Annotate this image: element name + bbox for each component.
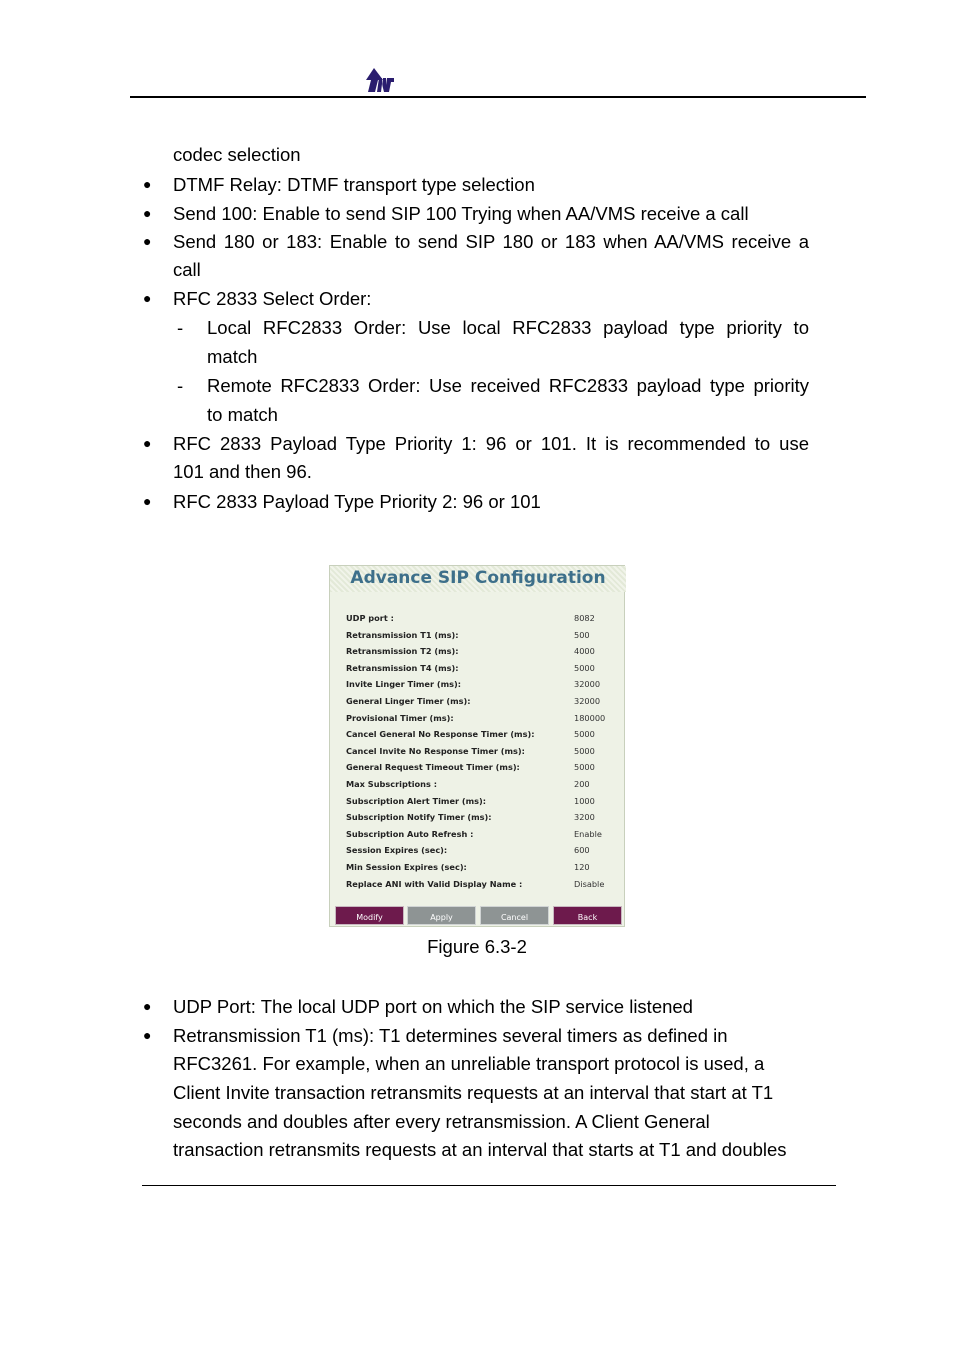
row-label: Cancel Invite No Response Timer (ms): [346, 745, 525, 756]
bullet-priority-1-cont: 101 and then 96. [173, 461, 312, 482]
dash-marker: - [177, 317, 184, 338]
bullet-icon: ● [143, 233, 152, 249]
bullet-icon: ● [143, 176, 152, 192]
footer-rule [142, 1185, 836, 1186]
row-label: General Request Timeout Timer (ms): [346, 762, 520, 773]
row-value: 4000 [574, 646, 595, 657]
bullet-send-180-cont: call [173, 259, 201, 280]
config-row [346, 693, 622, 710]
bullet-icon: ● [143, 493, 152, 509]
row-label: Min Session Expires (sec): [346, 861, 467, 872]
config-row [346, 643, 622, 660]
advance-sip-config-screenshot [329, 565, 625, 927]
config-rows [346, 610, 622, 892]
config-row [346, 876, 622, 893]
bullet-icon: ● [143, 998, 152, 1014]
row-label: Retransmission T2 (ms): [346, 646, 459, 657]
text-line: RFC3261. For example, when an unreliable transport protocol is used, a [173, 1053, 765, 1074]
back-button[interactable]: Back [553, 906, 622, 925]
row-value: 180000 [574, 712, 606, 723]
row-label: Retransmission T4 (ms): [346, 662, 459, 673]
bullet-send-180: Send 180 or 183: Enable to send SIP 180 or 183 when AA/VMS receive a [173, 231, 809, 252]
text-line: Client Invite transaction retransmits requests at an interval that start at T1 [173, 1082, 774, 1103]
row-label: Max Subscriptions : [346, 778, 437, 789]
sub-item-remote-order: Remote RFC2833 Order: Use received RFC2833 payload type priority [207, 375, 809, 396]
row-value: 32000 [574, 679, 601, 690]
panel-title: Advance SIP Configuration [330, 566, 626, 592]
row-label: Cancel General No Response Timer (ms): [346, 729, 535, 740]
sub-item-remote-order-cont: to match [207, 404, 278, 425]
text-line: transaction retransmits requests at an interval that starts at T1 and doubles [173, 1139, 787, 1160]
row-value: 3200 [574, 812, 595, 823]
company-logo-icon [364, 66, 396, 94]
bullet-retransmission-t1: Retransmission T1 (ms): T1 determines several timers as defined in [173, 1025, 728, 1046]
row-label: Replace ANI with Valid Display Name : [346, 878, 523, 889]
bullet-icon: ● [143, 290, 152, 306]
text-line: seconds and doubles after every retransmission. A Client General [173, 1111, 710, 1132]
bullet-icon: ● [143, 205, 152, 221]
bullet-icon: ● [143, 1027, 152, 1043]
sub-item-local-order: Local RFC2833 Order: Use local RFC2833 payload type priority to [207, 317, 809, 338]
config-row [346, 759, 622, 776]
row-value: 600 [574, 845, 590, 856]
row-value: 8082 [574, 613, 595, 623]
row-value: 5000 [574, 662, 595, 673]
row-value: 32000 [574, 695, 601, 706]
row-label: Subscription Alert Timer (ms): [346, 795, 487, 806]
row-label: Session Expires (sec): [346, 845, 448, 856]
row-label: Provisional Timer (ms): [346, 712, 454, 723]
config-row [346, 610, 622, 627]
row-value: Enable [574, 828, 602, 839]
row-value: 5000 [574, 762, 595, 773]
bullet-icon: ● [143, 435, 152, 451]
row-value: 500 [574, 629, 590, 640]
config-row [346, 826, 622, 843]
button-bar [335, 906, 623, 926]
config-row [346, 793, 622, 810]
config-row [346, 627, 622, 644]
row-label: Subscription Notify Timer (ms): [346, 812, 492, 823]
row-label: Invite Linger Timer (ms): [346, 679, 462, 690]
bullet-udp-port: UDP Port: The local UDP port on which the SIP service listened [173, 996, 693, 1017]
config-row [346, 726, 622, 743]
bullet-priority-2: RFC 2833 Payload Type Priority 2: 96 or 101 [173, 491, 541, 512]
row-label: UDP port : [346, 613, 394, 623]
bullet-rfc2833-order: RFC 2833 Select Order: [173, 288, 372, 309]
config-row [346, 842, 622, 859]
row-label: General Linger Timer (ms): [346, 695, 471, 706]
figure-caption: Figure 6.3-2 [427, 936, 527, 957]
text-line: codec selection [173, 144, 301, 165]
sub-item-local-order-cont: match [207, 346, 258, 367]
row-value: 5000 [574, 729, 595, 740]
row-value: 1000 [574, 795, 595, 806]
row-label: Subscription Auto Refresh : [346, 828, 474, 839]
config-row [346, 809, 622, 826]
header-rule [130, 96, 866, 98]
bullet-send-100: Send 100: Enable to send SIP 100 Trying when AA/VMS receive a call [173, 203, 749, 224]
config-row [346, 859, 622, 876]
apply-button[interactable]: Apply [407, 906, 476, 925]
config-row [346, 743, 622, 760]
bullet-dtmf-relay: DTMF Relay: DTMF transport type selection [173, 174, 535, 195]
dash-marker: - [177, 375, 184, 396]
row-value: 5000 [574, 745, 595, 756]
cancel-button[interactable]: Cancel [480, 906, 549, 925]
config-row [346, 660, 622, 677]
row-value: 120 [574, 861, 590, 872]
config-row [346, 776, 622, 793]
config-row [346, 710, 622, 727]
bullet-priority-1: RFC 2833 Payload Type Priority 1: 96 or 101. It is recommended to use [173, 433, 809, 454]
row-label: Retransmission T1 (ms): [346, 629, 459, 640]
row-value: 200 [574, 778, 590, 789]
config-row [346, 676, 622, 693]
modify-button[interactable]: Modify [335, 906, 404, 925]
row-value: Disable [574, 878, 605, 889]
